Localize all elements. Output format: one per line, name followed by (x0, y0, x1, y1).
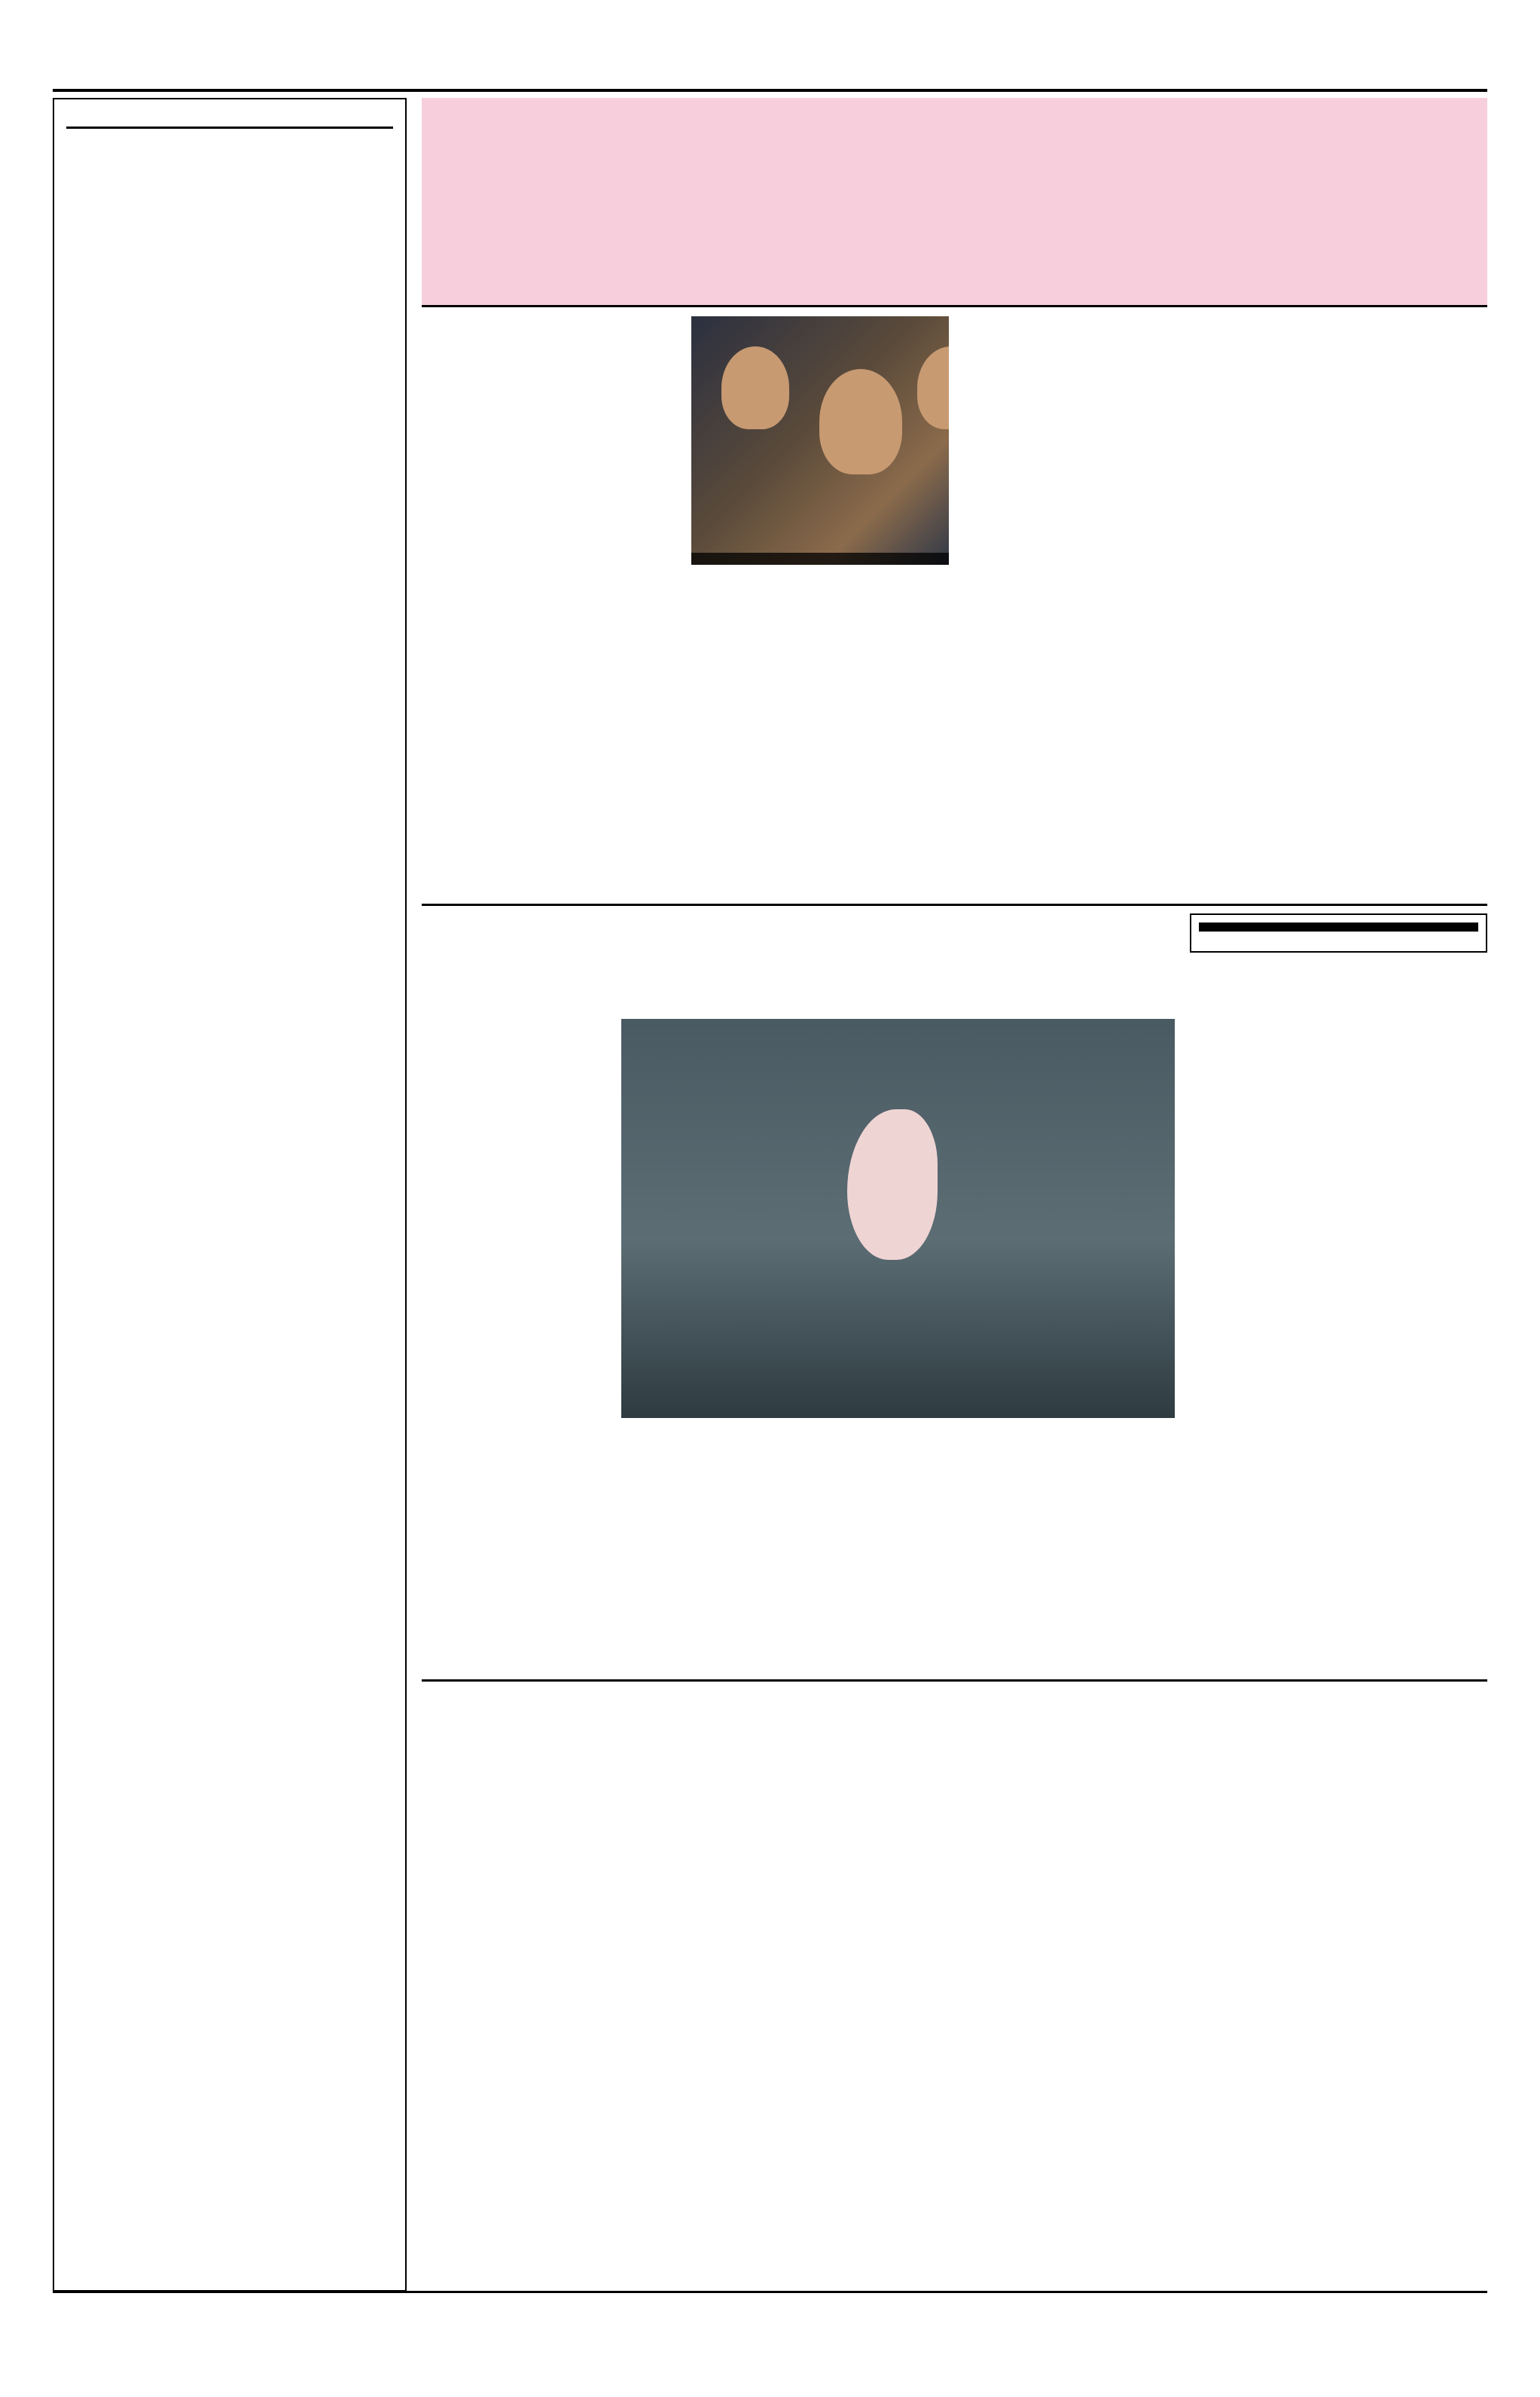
story-column (1319, 1764, 1487, 2292)
story-column (996, 1429, 1175, 1667)
story-column (691, 316, 949, 889)
top-headline-box (422, 98, 1487, 307)
person-figure (917, 346, 949, 429)
feature-columns (422, 1429, 1175, 1667)
bottom-story-columns (422, 1764, 1487, 2292)
story-column (961, 316, 1218, 889)
story-column (613, 1429, 792, 1667)
top-story (422, 98, 1487, 889)
feature-story (422, 904, 1487, 1667)
person-figure (721, 346, 789, 429)
news-photo (691, 316, 949, 565)
feature-main (422, 906, 1175, 1667)
story-column (780, 1764, 949, 2292)
story-column (1230, 316, 1487, 889)
sidebar-title (1199, 923, 1478, 932)
editorial-column (53, 98, 407, 2292)
flamingo-photo (621, 1019, 1175, 1418)
editorial-subheading (66, 119, 393, 129)
masthead (53, 45, 1487, 92)
story-column (960, 1764, 1129, 2292)
photo-caption (691, 553, 949, 565)
story-column (804, 1429, 983, 1667)
bottom-story (422, 1679, 1487, 2292)
story-column (422, 1429, 601, 1667)
story-column (422, 316, 679, 889)
sidebar-box (1190, 913, 1487, 953)
top-story-columns (422, 316, 1487, 889)
main-block (422, 98, 1487, 2292)
feature-body (422, 1019, 1175, 1667)
story-column (601, 1764, 770, 2292)
story-column (422, 1764, 590, 2292)
story-column (1139, 1764, 1308, 2292)
imprint-line (53, 2291, 1487, 2367)
flamingo-figure (847, 1109, 938, 1260)
feature-sidebar (1190, 906, 1487, 1667)
person-figure (819, 369, 902, 474)
feature-intro (422, 1019, 610, 1350)
content-area (53, 98, 1487, 2292)
